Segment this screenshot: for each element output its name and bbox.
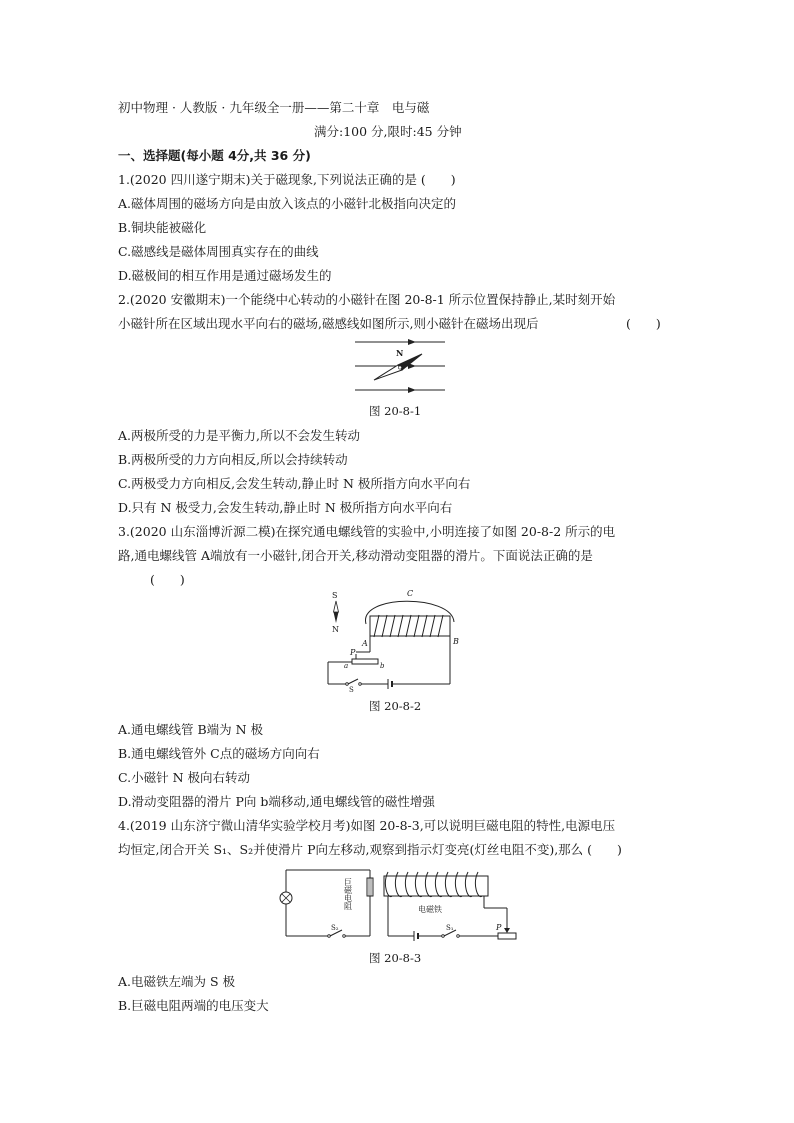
question-2-option-d: D.只有 N 极受力,会发生转动,静止时 N 极所指方向水平向右 [118, 500, 453, 515]
question-3-option-a: A.通电螺线管 B端为 N 极 [118, 722, 264, 737]
question-4-option-b: B.巨磁电阻两端的电压变大 [118, 998, 269, 1013]
slider-p-label-4: P [496, 923, 502, 932]
question-2-stem-line-2: 小磁针所在区域出现水平向右的磁场,磁感线如图所示,则小磁针在磁场出现后 [118, 316, 539, 331]
question-1-stem: 1.(2020 四川遂宁期末)关于磁现象,下列说法正确的是 ( ) [118, 172, 456, 187]
question-3-option-c: C.小磁针 N 极向右转动 [118, 770, 250, 785]
question-1-option-d: D.磁极间的相互作用是通过磁场发生的 [118, 268, 332, 283]
question-3-answer-bracket: ( ) [150, 572, 185, 587]
gmr-label: 巨磁电阻 [343, 878, 353, 910]
figure-20-8-1 [350, 336, 450, 396]
figure-20-8-3 [276, 864, 526, 944]
electromagnet-label: 电磁铁 [418, 905, 442, 914]
question-4-stem-line-2: 均恒定,闭合开关 S₁、S₂并使滑片 P向左移动,观察到指示灯变亮(灯丝电阻不变),那么 ( ) [118, 842, 622, 857]
switch-s2-label: S₂ [331, 924, 339, 932]
question-4-stem-line-1: 4.(2019 山东济宁微山清华实验学校月考)如图 20-8-3,可以说明巨磁电阻的特性,电源电压 [118, 818, 616, 833]
figure-20-8-1-caption: 图 20-8-1 [369, 404, 422, 418]
slider-p-label: P [350, 648, 356, 657]
needle-n-label: N [396, 348, 404, 358]
end-a-label: A [362, 639, 368, 648]
figure-20-8-2-caption: 图 20-8-2 [369, 699, 422, 713]
question-3-option-b: B.通电螺线管外 C点的磁场方向向右 [118, 746, 320, 761]
question-3-stem-line-1: 3.(2020 山东淄博沂源二模)在探究通电螺线管的实验中,小明连接了如图 20-8-2 所示的电 [118, 524, 616, 539]
compass-n-label: N [332, 625, 339, 634]
figure-20-8-3-caption: 图 20-8-3 [369, 951, 422, 965]
question-3-stem-line-2: 路,通电螺线管 A端放有一小磁针,闭合开关,移动滑动变阻器的滑片。下面说法正确的是 [118, 548, 593, 563]
rheostat-b-label: b [380, 662, 385, 670]
question-2-option-c: C.两极受力方向相反,会发生转动,静止时 N 极所指方向水平向右 [118, 476, 471, 491]
question-2-option-a: A.两极所受的力是平衡力,所以不会发生转动 [118, 428, 360, 443]
question-2-stem-line-1: 2.(2020 安徽期末)一个能绕中心转动的小磁针在图 20-8-1 所示位置保持静止,某时刻开始 [118, 292, 616, 307]
question-2-option-b: B.两极所受的力方向相反,所以会持续转动 [118, 452, 348, 467]
page-title: 初中物理 · 人教版 · 九年级全一册——第二十章 电与磁 [118, 100, 430, 115]
point-c-label: C [407, 589, 414, 598]
question-2-answer-bracket: ( ) [626, 316, 661, 331]
end-b-label: B [453, 637, 459, 646]
page-subtitle: 满分:100 分,限时:45 分钟 [314, 124, 462, 139]
switch-s-label: S [349, 686, 354, 694]
section-title: 一、选择题(每小题 4分,共 36 分) [118, 148, 311, 163]
figure-20-8-2 [322, 588, 472, 692]
rheostat-a-label: a [344, 662, 349, 670]
question-1-option-a: A.磁体周围的磁场方向是由放入该点的小磁针北极指向决定的 [118, 196, 457, 211]
compass-needle-south [374, 365, 402, 380]
compass-s-label: S [332, 591, 338, 600]
question-1-option-b: B.铜块能被磁化 [118, 220, 207, 235]
question-4-option-a: A.电磁铁左端为 S 极 [118, 974, 236, 989]
switch-s1-label: S₁ [446, 924, 454, 932]
question-3-option-d: D.滑动变阻器的滑片 P向 b端移动,通电螺线管的磁性增强 [118, 794, 435, 809]
question-1-option-c: C.磁感线是磁体周围真实存在的曲线 [118, 244, 319, 259]
